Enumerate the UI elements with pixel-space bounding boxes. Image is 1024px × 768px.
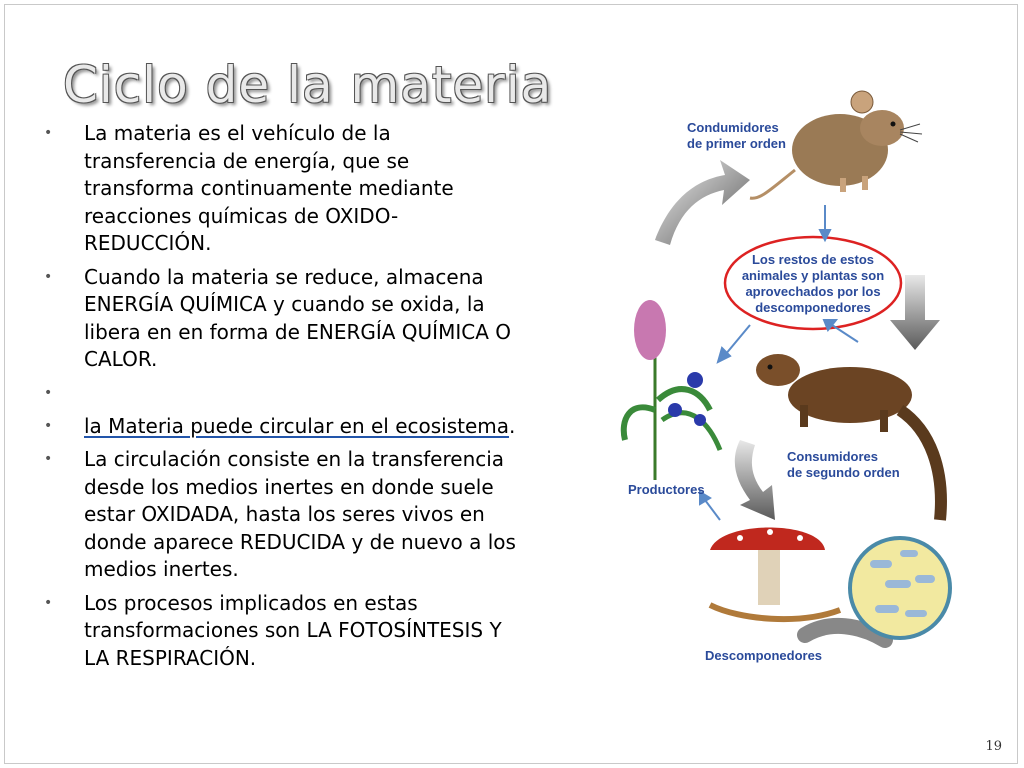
bullet-item [44, 446, 524, 584]
bullet-text: Cuando la materia se reduce, almacena ENERGÍA QUÍMICA y cuando se oxida, la libera en en forma de ENERGÍA QUÍMICA O CALOR. [84, 264, 511, 371]
bullet-icon: • [44, 125, 53, 141]
bullet-item [44, 413, 524, 441]
label-decomposers: Descomponedores [705, 648, 823, 663]
bullet-item [44, 120, 524, 258]
bullet-icon: • [44, 384, 53, 401]
slide-title: Ciclo de la materia [63, 56, 553, 114]
label-center-4: descomponedores [755, 300, 871, 315]
bullet-text-period: . [509, 413, 516, 438]
bullet-icon: • [44, 268, 53, 285]
bacteria-illustration [850, 538, 950, 638]
bullet-icon: • [44, 451, 53, 467]
label-center-2: animales y plantas son [741, 268, 885, 283]
label-second-order-2: de segundo orden [787, 465, 900, 480]
label-center-1: Los restos de estos [751, 252, 875, 267]
label-first-order-2: de primer orden [687, 136, 786, 151]
bullet-text-underlined: la Materia puede circular en el ecosistema [84, 413, 510, 438]
decomposition-note [725, 237, 901, 329]
page-number: 19 [985, 739, 1002, 754]
bullet-item [44, 264, 524, 374]
flower-illustration [624, 300, 720, 480]
matter-cycle-diagram [600, 80, 1010, 680]
bullet-item [44, 590, 524, 673]
bullet-item-empty [44, 380, 524, 407]
ferret-illustration [756, 354, 941, 520]
bullet-text: Los procesos implicados en estas transformaciones son LA FOTOSÍNTESIS Y LA RESPIRACIÓN. [84, 590, 502, 670]
label-first-order-1: Condumidores [687, 120, 779, 135]
bullet-text: La circulación consiste en la transferencia desde los medios inertes en donde suele estar OXIDADA, hasta los seres vivos en donde aparece REDUCIDA y de nuevo a los medios inertes. [84, 447, 516, 581]
bullet-text: La materia es el vehículo de la transferencia de energía, que se transforma continuamente mediante reacciones químicas de OXIDO-REDUCCIÓN. [84, 121, 454, 255]
mushroom-illustration [710, 528, 840, 620]
bullet-list [44, 120, 524, 678]
label-center-3: aprovechados por los [745, 284, 881, 299]
bullet-icon: • [44, 594, 53, 611]
label-second-order-1: Consumidores [787, 449, 879, 464]
label-producers: Productores [628, 482, 705, 497]
bullet-icon: • [44, 417, 53, 434]
